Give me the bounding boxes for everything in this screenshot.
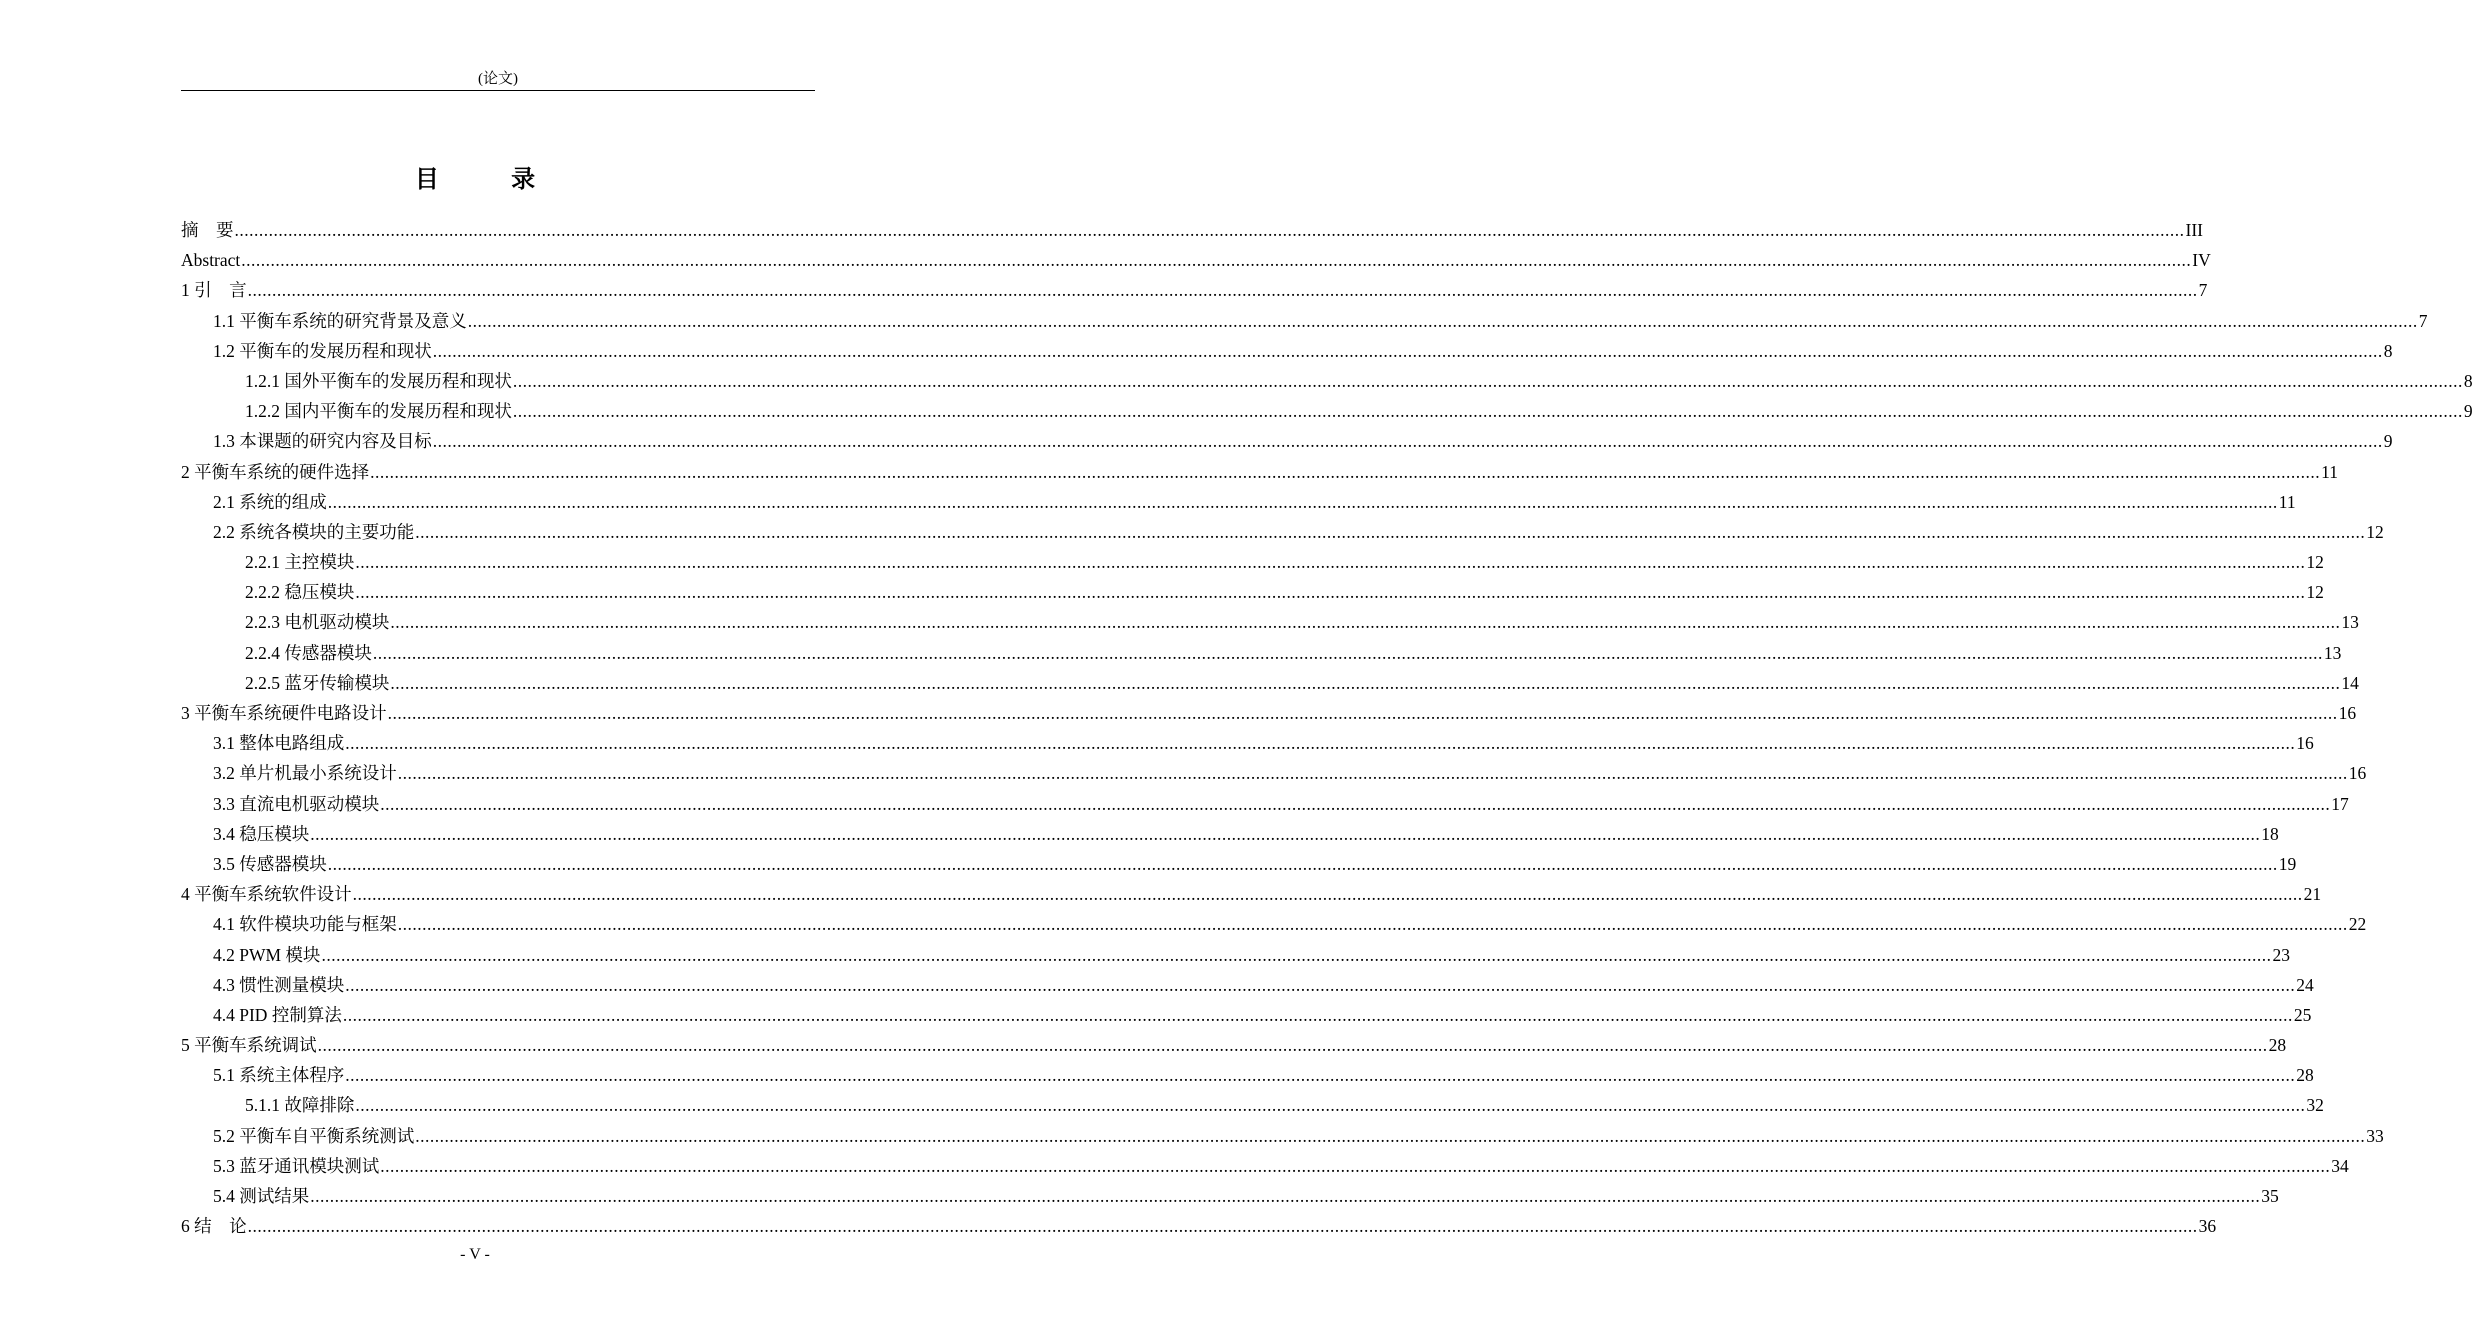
- toc-dot-leader: ................................................................................................................................................................................................................................................................................................................................................................................................................: [247, 1216, 2198, 1237]
- toc-entry-title: 1.3 本课题的研究内容及目标: [213, 431, 432, 452]
- toc-entry-page: 13: [2323, 642, 2342, 663]
- toc-entry[interactable]: [181, 1181, 2279, 1211]
- toc-entry-title: 5.1 系统主体程序: [213, 1065, 345, 1086]
- toc-dot-leader: ................................................................................................................................................................................................................................................................................................................................................................................................................: [241, 250, 2192, 271]
- toc-entry[interactable]: [181, 1211, 2217, 1241]
- toc-entry[interactable]: [181, 1030, 2287, 1060]
- toc-entry-page: 11: [2321, 461, 2338, 482]
- toc-entry-page: 24: [2296, 974, 2314, 995]
- toc-entry[interactable]: [181, 426, 2393, 456]
- toc-entry-page: 28: [2296, 1065, 2314, 1086]
- toc-entry-title: 2.2.4 传感器模块: [245, 642, 372, 663]
- toc-dot-leader: ................................................................................................................................................................................................................................................................................................................................................................................................................: [352, 884, 2303, 905]
- toc-entry[interactable]: [181, 970, 2314, 1000]
- toc-dot-leader: ................................................................................................................................................................................................................................................................................................................................................................................................................: [327, 853, 2278, 874]
- toc-entry[interactable]: [181, 487, 2296, 517]
- toc-dot-leader: ................................................................................................................................................................................................................................................................................................................................................................................................................: [342, 1004, 2293, 1025]
- toc-entry[interactable]: [181, 396, 2473, 426]
- toc-entry-title: 摘 要: [181, 220, 234, 240]
- toc-entry-title: 4 平衡车系统软件设计: [181, 884, 352, 905]
- toc-dot-leader: ................................................................................................................................................................................................................................................................................................................................................................................................................: [415, 521, 2366, 542]
- toc-dot-leader: ................................................................................................................................................................................................................................................................................................................................................................................................................: [387, 703, 2338, 723]
- toc-dot-leader: ................................................................................................................................................................................................................................................................................................................................................................................................................: [355, 1095, 2306, 1116]
- toc-entry-page: 7: [2418, 310, 2428, 331]
- toc-entry-page: 9: [2383, 431, 2393, 452]
- toc-entry-page: 17: [2331, 793, 2349, 814]
- toc-entry[interactable]: [181, 607, 2359, 637]
- toc-entry[interactable]: [181, 758, 2367, 788]
- toc-entry-title: 1.2.2 国内平衡车的发展历程和现状: [245, 401, 512, 422]
- toc-entry-title: 3.4 稳压模块: [213, 823, 310, 844]
- toc-entry-page: 8: [2383, 340, 2393, 361]
- toc-dot-leader: ................................................................................................................................................................................................................................................................................................................................................................................................................: [355, 552, 2306, 573]
- toc-entry-title: 3.3 直流电机驱动模块: [213, 793, 380, 814]
- toc-entry-page: 25: [2293, 1004, 2312, 1025]
- toc-entry-title: 1.1 平衡车系统的研究背景及意义: [213, 310, 467, 331]
- toc-dot-leader: ................................................................................................................................................................................................................................................................................................................................................................................................................: [370, 461, 2321, 482]
- toc-entry-page: 18: [2261, 823, 2279, 844]
- toc-entry-title: 2.2 系统各模块的主要功能: [213, 521, 415, 542]
- toc-entry-page: 12: [2306, 582, 2324, 603]
- toc-entry-page: 21: [2303, 884, 2322, 905]
- toc-entry[interactable]: [181, 668, 2359, 698]
- table-of-contents: [181, 215, 2473, 1241]
- toc-entry[interactable]: [181, 1121, 2384, 1151]
- toc-entry[interactable]: [181, 1151, 2349, 1181]
- toc-entry-page: 8: [2463, 370, 2473, 391]
- toc-entry-page: 36: [2198, 1216, 2217, 1237]
- toc-entry-title: 2 平衡车系统的硬件选择: [181, 461, 370, 482]
- toc-entry[interactable]: [181, 245, 2211, 275]
- toc-entry-page: IV: [2192, 250, 2211, 271]
- toc-dot-leader: ................................................................................................................................................................................................................................................................................................................................................................................................................: [234, 220, 2185, 240]
- toc-entry-title: 4.1 软件模块功能与框架: [213, 914, 397, 935]
- toc-entry-title: 5.3 蓝牙通讯模块测试: [213, 1155, 380, 1176]
- toc-dot-leader: ................................................................................................................................................................................................................................................................................................................................................................................................................: [327, 491, 2278, 512]
- toc-entry-page: 16: [2338, 703, 2357, 723]
- toc-entry[interactable]: [181, 1000, 2312, 1030]
- toc-entry-page: 11: [2278, 491, 2296, 512]
- toc-entry-page: 9: [2463, 401, 2473, 422]
- toc-entry[interactable]: [181, 547, 2324, 577]
- toc-entry-page: 7: [2198, 280, 2208, 301]
- toc-entry[interactable]: [181, 275, 2208, 305]
- running-header: [181, 68, 815, 91]
- toc-dot-leader: ................................................................................................................................................................................................................................................................................................................................................................................................................: [345, 1065, 2296, 1086]
- toc-entry[interactable]: [181, 940, 2290, 970]
- toc-entry-page: 32: [2306, 1095, 2324, 1116]
- toc-entry-title: 6 结 论: [181, 1216, 247, 1237]
- toc-entry-page: 12: [2366, 521, 2384, 542]
- toc-entry-page: 13: [2341, 612, 2359, 633]
- toc-entry-title: 3.2 单片机最小系统设计: [213, 763, 397, 784]
- toc-entry-title: 3 平衡车系统硬件电路设计: [181, 703, 387, 723]
- toc-dot-leader: ................................................................................................................................................................................................................................................................................................................................................................................................................: [380, 793, 2331, 814]
- toc-entry[interactable]: [181, 215, 2203, 245]
- toc-entry[interactable]: [181, 879, 2322, 909]
- toc-entry-title: 2.2.1 主控模块: [245, 552, 355, 573]
- toc-entry-page: III: [2185, 220, 2203, 240]
- footer-page-number: - V -: [460, 1246, 490, 1263]
- toc-entry[interactable]: [181, 306, 2428, 336]
- toc-entry[interactable]: [181, 789, 2349, 819]
- toc-entry-title: 5.2 平衡车自平衡系统测试: [213, 1125, 415, 1146]
- toc-entry-title: 1.2.1 国外平衡车的发展历程和现状: [245, 370, 512, 391]
- toc-dot-leader: ................................................................................................................................................................................................................................................................................................................................................................................................................: [380, 1155, 2331, 1176]
- toc-entry-title: 4.4 PID 控制算法: [213, 1004, 342, 1025]
- toc-entry[interactable]: [181, 336, 2393, 366]
- toc-entry-page: 19: [2278, 853, 2297, 874]
- toc-entry[interactable]: [181, 909, 2367, 939]
- toc-entry-title: 5.1.1 故障排除: [245, 1095, 355, 1116]
- toc-dot-leader: ................................................................................................................................................................................................................................................................................................................................................................................................................: [432, 431, 2383, 452]
- toc-entry-title: 4.2 PWM 模块: [213, 944, 321, 965]
- toc-dot-leader: ................................................................................................................................................................................................................................................................................................................................................................................................................: [310, 823, 2261, 844]
- toc-entry-page: 22: [2348, 914, 2367, 935]
- toc-dot-leader: ................................................................................................................................................................................................................................................................................................................................................................................................................: [355, 582, 2306, 603]
- toc-dot-leader: ................................................................................................................................................................................................................................................................................................................................................................................................................: [415, 1125, 2366, 1146]
- toc-entry[interactable]: [181, 457, 2338, 487]
- toc-entry-page: 23: [2272, 944, 2290, 965]
- toc-entry-page: 16: [2296, 733, 2314, 754]
- toc-dot-leader: ................................................................................................................................................................................................................................................................................................................................................................................................................: [512, 370, 2463, 391]
- toc-entry-page: 14: [2341, 672, 2359, 693]
- toc-entry-page: 16: [2348, 763, 2367, 784]
- toc-entry-title: 4.3 惯性测量模块: [213, 974, 345, 995]
- toc-dot-leader: ................................................................................................................................................................................................................................................................................................................................................................................................................: [310, 1186, 2261, 1206]
- toc-entry-title: 2.2.2 稳压模块: [245, 582, 355, 603]
- toc-dot-leader: ................................................................................................................................................................................................................................................................................................................................................................................................................: [397, 763, 2348, 784]
- page-footer: [0, 1244, 950, 1266]
- toc-entry-title: 5 平衡车系统调试: [181, 1035, 317, 1056]
- toc-entry[interactable]: [181, 1060, 2314, 1090]
- toc-entry-title: 2.2.3 电机驱动模块: [245, 612, 390, 633]
- toc-entry[interactable]: [181, 849, 2297, 879]
- page-title: 目 录: [414, 165, 568, 193]
- toc-entry[interactable]: [181, 638, 2342, 668]
- toc-entry-title: Abstract: [181, 250, 241, 271]
- toc-dot-leader: ................................................................................................................................................................................................................................................................................................................................................................................................................: [432, 340, 2383, 361]
- toc-entry[interactable]: [181, 698, 2357, 728]
- toc-entry[interactable]: [181, 1090, 2324, 1120]
- toc-entry-page: 28: [2268, 1035, 2287, 1056]
- toc-dot-leader: ................................................................................................................................................................................................................................................................................................................................................................................................................: [512, 401, 2463, 422]
- toc-entry-title: 1 引 言: [181, 280, 247, 301]
- toc-entry-title: 3.1 整体电路组成: [213, 733, 345, 754]
- toc-dot-leader: ................................................................................................................................................................................................................................................................................................................................................................................................................: [467, 310, 2418, 331]
- toc-entry-page: 34: [2331, 1155, 2349, 1176]
- toc-entry-title: 2.2.5 蓝牙传输模块: [245, 672, 390, 693]
- toc-entry[interactable]: [181, 517, 2384, 547]
- toc-entry-page: 35: [2261, 1186, 2279, 1206]
- toc-dot-leader: ................................................................................................................................................................................................................................................................................................................................................................................................................: [317, 1035, 2268, 1056]
- toc-dot-leader: ................................................................................................................................................................................................................................................................................................................................................................................................................: [321, 944, 2272, 965]
- toc-dot-leader: ................................................................................................................................................................................................................................................................................................................................................................................................................: [372, 642, 2323, 663]
- toc-entry-title: 3.5 传感器模块: [213, 853, 327, 874]
- toc-dot-leader: ................................................................................................................................................................................................................................................................................................................................................................................................................: [345, 733, 2296, 754]
- toc-entry-page: 33: [2366, 1125, 2384, 1146]
- toc-entry[interactable]: [181, 728, 2314, 758]
- toc-entry[interactable]: [181, 577, 2324, 607]
- toc-entry-title: 5.4 测试结果: [213, 1186, 310, 1206]
- toc-dot-leader: ................................................................................................................................................................................................................................................................................................................................................................................................................: [390, 672, 2341, 693]
- toc-entry[interactable]: [181, 819, 2279, 849]
- toc-entry[interactable]: [181, 366, 2473, 396]
- toc-dot-leader: ................................................................................................................................................................................................................................................................................................................................................................................................................: [345, 974, 2296, 995]
- toc-dot-leader: ................................................................................................................................................................................................................................................................................................................................................................................................................: [247, 280, 2198, 301]
- toc-entry-title: 1.2 平衡车的发展历程和现状: [213, 340, 432, 361]
- toc-entry-title: 2.1 系统的组成: [213, 491, 327, 512]
- toc-dot-leader: ................................................................................................................................................................................................................................................................................................................................................................................................................: [390, 612, 2341, 633]
- header-text: (论文): [478, 71, 518, 87]
- toc-dot-leader: ................................................................................................................................................................................................................................................................................................................................................................................................................: [397, 914, 2348, 935]
- toc-entry-page: 12: [2306, 552, 2324, 573]
